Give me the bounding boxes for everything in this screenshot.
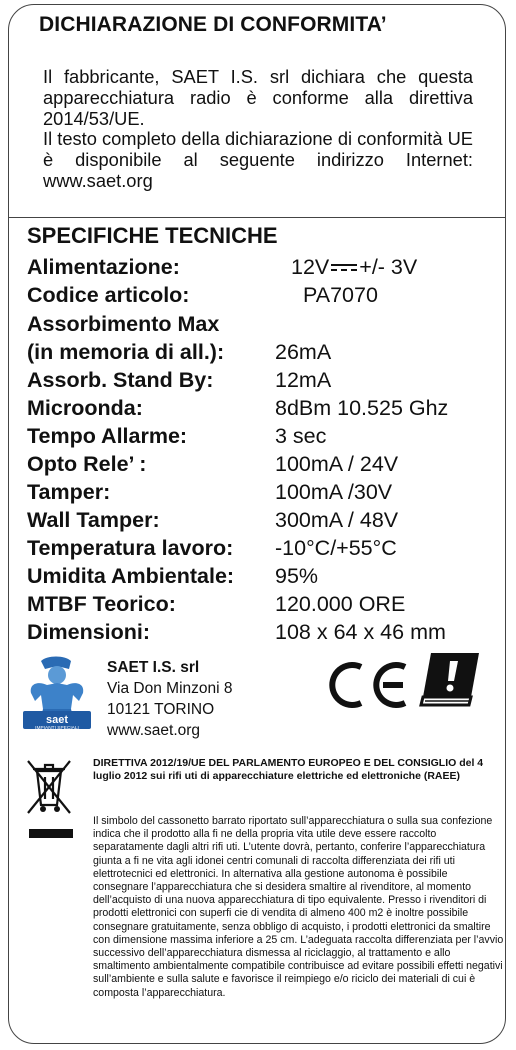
weee-text: Il simbolo del cassonetto barrato riportato sull’apparecchiatura o sulla sua confezione indica che il prodotto alla fi ne della propria vita utile deve essere raccolto separatamente dagli altri rifi uti. L’utente dovrà, pertanto, conferire l’apparecchiatura giunta a fi ne vita agli idonei centri comunali di raccolta differenziata dei rifi uti elettrotecnici ed elettronici. In alternativa alla gestione autonoma è possibile consegnare l’apparecchiatura che si desidera smaltire al rivenditore, al momento dell’acquisto di una nuova apparecchiatura di tipo equivalente. Presso i rivenditori di prodotti elettronici con superfi cie di vendita di almeno 400 m2 è inoltre possibile consegnare gratuitamente, senza obbligo di acquisto, i prodotti elettronici da smaltire con dimensione massima inferiore a 25 cm. L’adeguata raccolta differenziata per l’avvio successivo dell’apparecchiatura dismessa al riciclaggio, al trattamento e allo smaltimento ambientalmente compatibile contribuisce ad evitare possibili effetti negativi sull’ambiente e sulla salute e favorisce il reimpiego e/o riciclo dei materiali di cui è composta l’apparecchiatura.: [93, 815, 504, 999]
spec-row-opto-rele: [27, 452, 497, 480]
spec-value: 3 sec: [275, 424, 327, 448]
saet-logo: [21, 653, 93, 731]
spec-value: 12mA: [275, 368, 332, 392]
spec-row-mtbf: [27, 592, 497, 620]
spec-key: Microonda:: [27, 396, 143, 420]
spec-key: Assorb. Stand By:: [27, 368, 214, 392]
spec-row-umidita: [27, 564, 497, 592]
weee-bar: [29, 829, 73, 838]
spec-value: 100mA /30V: [275, 480, 393, 504]
spec-row-memoria: [27, 340, 497, 368]
declaration-text: [43, 67, 473, 192]
spec-key: Wall Tamper:: [27, 508, 160, 532]
spec-value: 108 x 64 x 46 mm: [275, 620, 446, 644]
weee-title: DIRETTIVA 2012/19/UE DEL PARLAMENTO EUROPEO E DEL CONSIGLIO del 4 luglio 2012 sui rifi uti di apparecchiature elettriche ed elettroniche (RAEE): [93, 757, 484, 782]
spec-row-tamper: [27, 480, 497, 508]
spec-key: Assorbimento Max: [27, 312, 220, 336]
spec-row-microonda: [27, 396, 497, 424]
ce-mark-icon: [321, 661, 409, 709]
logo-subtext: IMPIANTI SPECIALI: [35, 726, 79, 731]
spec-row-dimensioni: [27, 620, 497, 648]
spec-key: Temperatura lavoro:: [27, 536, 234, 560]
spec-row-wall-tamper: [27, 508, 497, 536]
spec-value: PA7070: [303, 283, 378, 307]
dc-symbol-icon: [331, 261, 357, 275]
spec-row-assorbimento: [27, 312, 497, 340]
manufacturer-address-2: 10121 TORINO: [107, 701, 215, 718]
spec-key: Dimensioni:: [27, 620, 151, 644]
spec-key: Tamper:: [27, 480, 111, 504]
spec-key: (in memoria di all.):: [27, 340, 225, 364]
section-divider: [9, 217, 505, 218]
spec-key: Tempo Allarme:: [27, 424, 188, 448]
spec-value: 100mA / 24V: [275, 452, 399, 476]
spec-key: Umidita Ambientale:: [27, 564, 235, 588]
spec-value: 95%: [275, 564, 319, 588]
spec-value: -10°C/+55°C: [275, 536, 397, 560]
spec-row-codice: [27, 283, 497, 311]
spec-row-tempo-allarme: [27, 424, 497, 452]
spec-row-temperatura: [27, 536, 497, 564]
spec-value: 8dBm 10.525 Ghz: [275, 396, 449, 420]
manufacturer-info: [107, 657, 233, 741]
logo-text: saet: [45, 714, 69, 726]
spec-key: MTBF Teorico:: [27, 592, 176, 616]
weee-bin-icon: [25, 757, 73, 817]
spec-key: Opto Rele’ :: [27, 452, 147, 476]
spec-key: Alimentazione:: [27, 255, 180, 279]
specs-title: SPECIFICHE TECNICHE: [27, 223, 278, 248]
product-label: [8, 4, 506, 1044]
manufacturer-name: SAET I.S. srl: [107, 659, 200, 676]
spec-row-alimentazione: [27, 255, 497, 283]
declaration-paragraph-1: Il fabbricante, SAET I.S. srl dichiara che questa apparecchiatura radio è conforme alla direttiva 2014/53/UE.: [43, 66, 473, 129]
declaration-paragraph-2: Il testo completo della dichiarazione di conformità UE è disponibile al seguente indirizzo Internet: www.saet.org: [43, 128, 473, 191]
manufacturer-address-1: Via Don Minzoni 8: [107, 680, 233, 697]
spec-row-standby: [27, 368, 497, 396]
spec-value: 12V +/- 3V: [291, 255, 418, 279]
spec-key: Codice articolo:: [27, 283, 190, 307]
spec-value: 300mA / 48V: [275, 508, 399, 532]
manufacturer-web: www.saet.org: [107, 722, 201, 739]
spec-value: 120.000 ORE: [275, 592, 406, 616]
spec-value: 26mA: [275, 340, 332, 364]
declaration-title: DICHIARAZIONE DI CONFORMITA’: [39, 13, 387, 36]
read-manual-icon: [417, 649, 481, 709]
